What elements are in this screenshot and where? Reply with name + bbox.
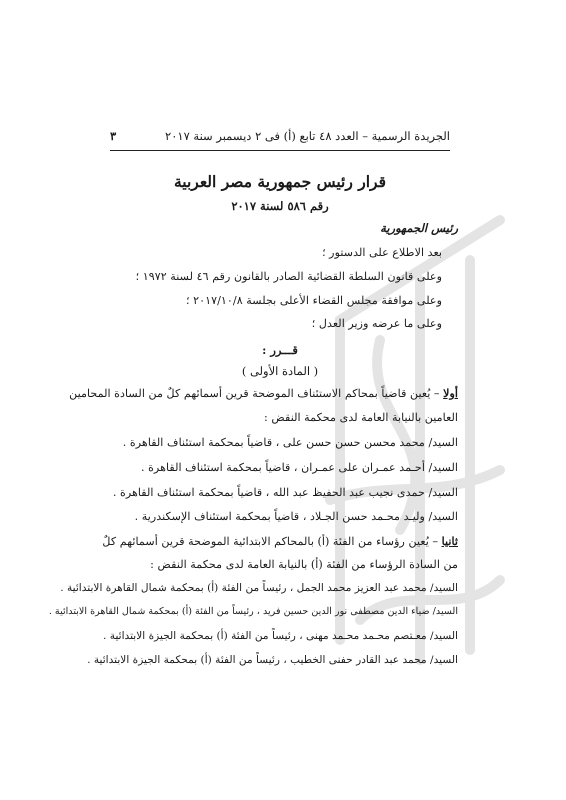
decree-number: رقم ٥٨٦ لسنة ٢٠١٧ (231, 199, 329, 213)
list-item: السيد/ محمد عبد القادر حفنى الخطيب ، رئيساً من الفئة (أ) بمحكمة الجيزة الابتدائية . (87, 654, 458, 666)
section-two-intro (102, 534, 458, 548)
preamble-line: وعلى موافقة مجلس القضاء الأعلى بجلسة ٢٠١٧/١٠/٨ ؛ (185, 294, 442, 307)
section-one-intro-cont: العامين بالنيابة العامة لدى محكمة النقض : (264, 411, 458, 424)
section-two-ordinal: ثانيا (441, 534, 458, 548)
decree-title: قرار رئيس جمهورية مصر العربية (173, 172, 387, 191)
running-header (110, 129, 450, 143)
list-item: السيد/ وليـد محـمد حسن الجـلاد ، قاضياً بمحكمة استئناف الإسكندرية . (134, 510, 458, 523)
page-number: ٣ (110, 129, 117, 143)
list-item: السيد/ محمد عبد العزيز محمد الجمل ، رئيساً من الفئة (أ) بمحكمة شمال القاهرة الابتدائية . (60, 582, 458, 594)
section-two-intro-cont: من السادة الرؤساء من الفئة (أ) بالنيابة العامة لدى محكمة النقض : (150, 558, 458, 571)
list-item: السيد/ حمدى نجيب عبد الحفيظ عبد الله ، قاضياً بمحكمة استئناف القاهرة . (112, 486, 458, 499)
list-item: السيد/ أحـمد عمـران على عمـران ، قاضياً بمحكمة استئناف القاهرة . (140, 461, 458, 474)
header-rule (110, 150, 450, 151)
section-one-intro (69, 386, 458, 400)
section-two-intro-text: – يُعين رؤساء من الفئة (أ) بالمحاكم الابتدائية الموضحة قرين أسمائهم كلٌ (102, 535, 442, 548)
article-heading: ( المادة الأولى ) (241, 364, 319, 378)
list-item: السيد/ ضياء الدين مصطفى نور الدين حسين فريد ، رئيساً من الفئة (أ) بمحكمة شمال القاهرة الابتدائية . (48, 606, 458, 617)
preamble-line: بعد الاطلاع على الدستور ؛ (322, 246, 442, 259)
decision-heading: قـــرر : (262, 343, 298, 357)
header-title: الجريدة الرسمية – العدد ٤٨ تابع (أ) فى ٢ ديسمبر سنة ٢٠١٧ (165, 129, 450, 143)
section-one-ordinal: أولا (443, 386, 458, 400)
list-item: السيد/ محمد محسن حسن حسن على ، قاضياً بمحكمة استئناف القاهرة . (122, 436, 458, 449)
list-item: السيد/ معـتصم محـمد محـمد مهنى ، رئيساً من الفئة (أ) بمحكمة الجيزة الابتدائية . (103, 630, 458, 642)
president-heading: رئيس الجمهورية (380, 221, 458, 235)
preamble-line: وعلى ما عرضه وزير العدل ؛ (311, 317, 442, 330)
section-one-intro-text: – يُعين قاضياً بمحاكم الاستئناف الموضحة قرين أسمائهم كلٌ من السادة المحامين (69, 387, 444, 400)
preamble-line: وعلى قانون السلطة القضائية الصادر بالقانون رقم ٤٦ لسنة ١٩٧٢ ؛ (135, 270, 442, 283)
